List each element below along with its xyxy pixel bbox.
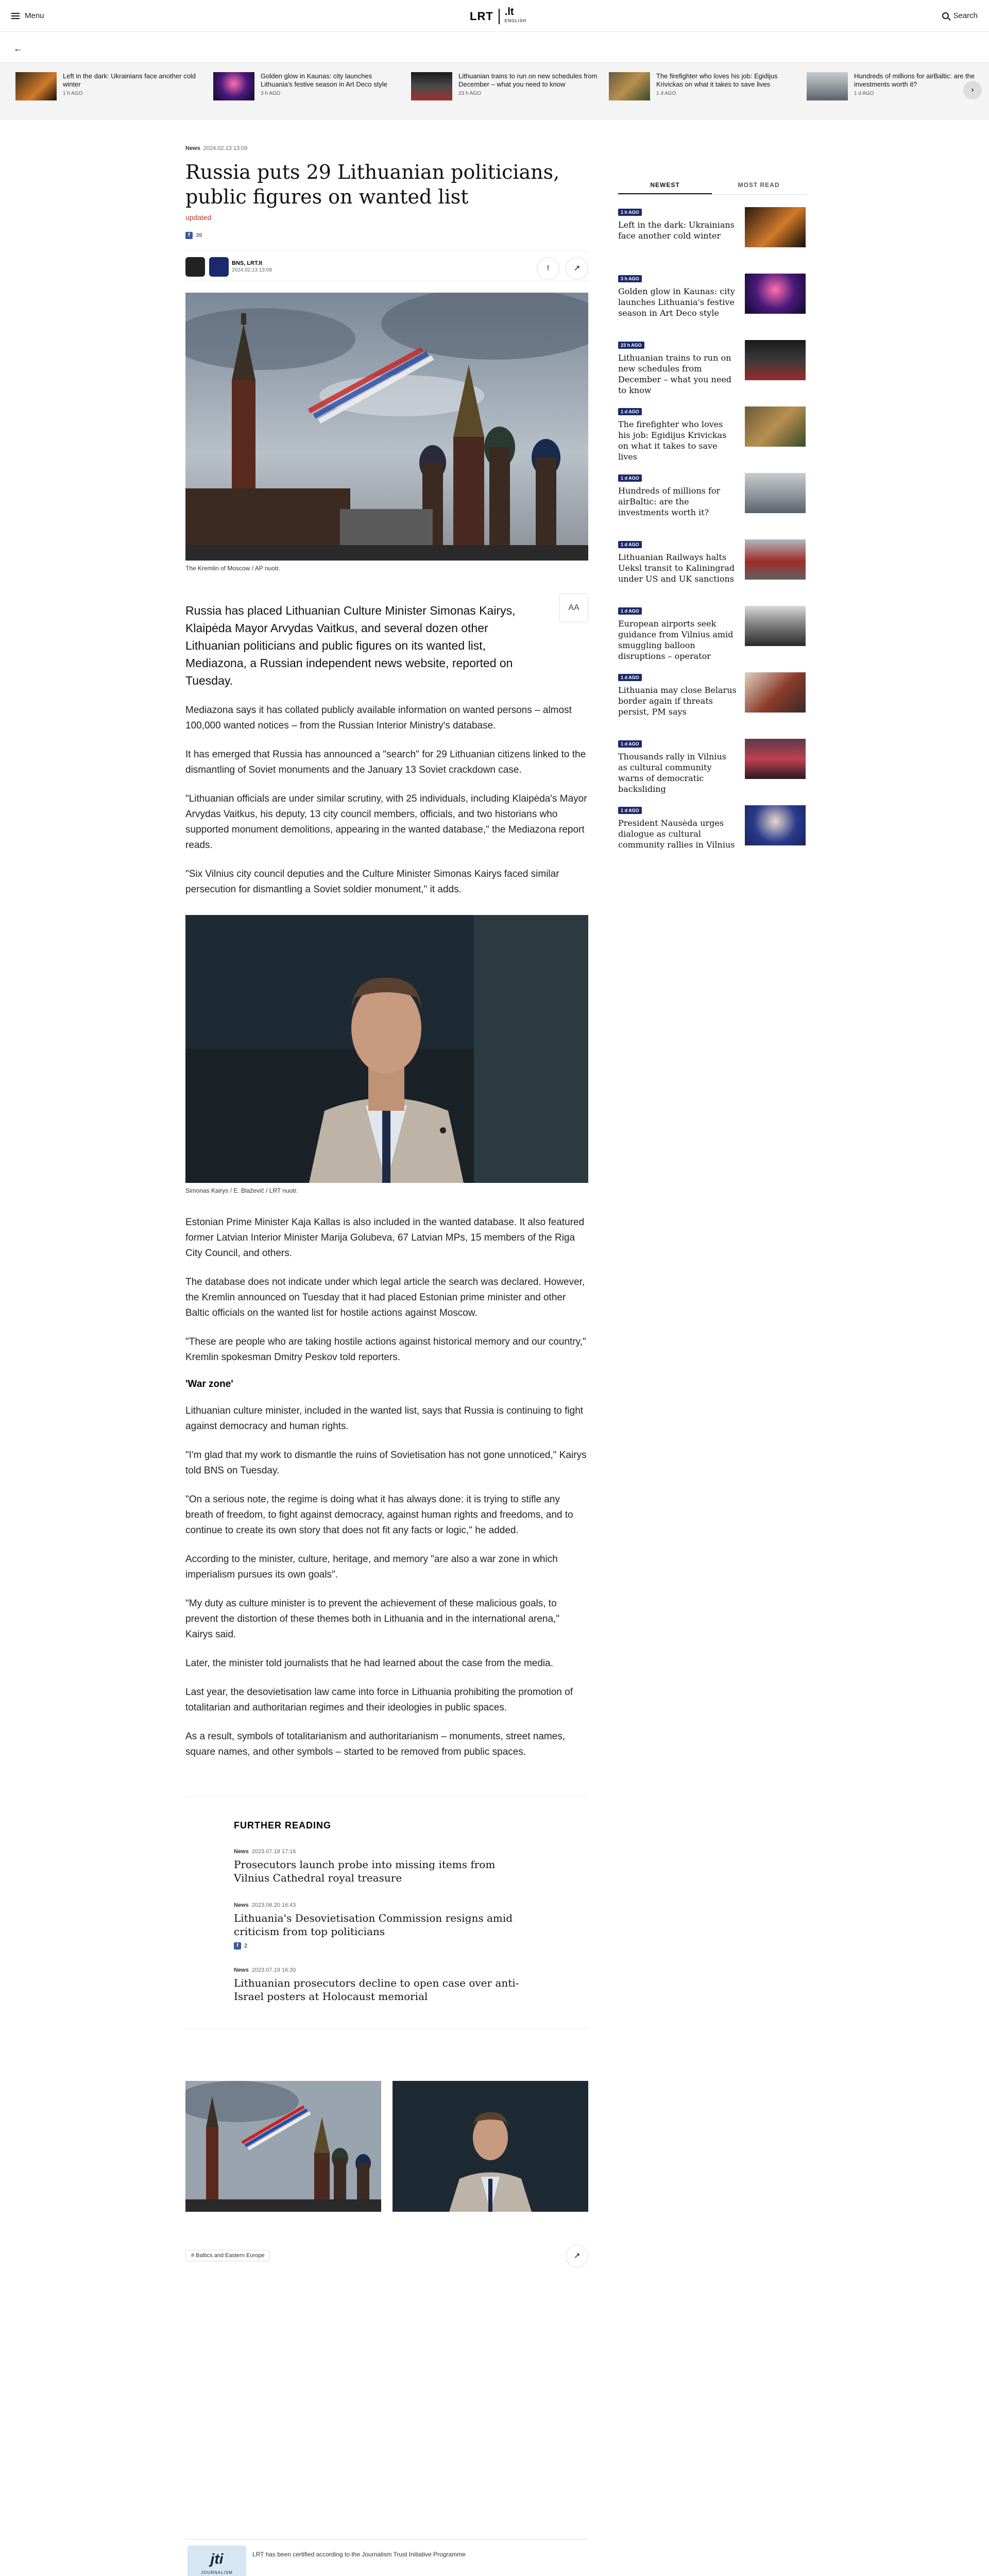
paragraph: "Six Vilnius city council deputies and the Culture Minister Simonas Kairys faced similar persecution for dismantling a Soviet soldier monument," it adds.: [185, 869, 559, 895]
time-badge: 3 h AGO: [618, 275, 642, 282]
strip-item[interactable]: [609, 72, 799, 108]
sidebar-item-title[interactable]: Lithuanian trains to run on new schedules from December – what you need to know: [618, 353, 732, 395]
paragraph: As a result, symbols of totalitarianism and authoritarianism – monuments, street names, square names, and other symbols – started to be removed from public spaces.: [185, 1731, 566, 1757]
sidebar-thumbnail[interactable]: [745, 340, 806, 380]
menu-label: Menu: [25, 11, 44, 20]
strip-thumbnail: [807, 72, 848, 100]
logo-main: LRT: [470, 10, 493, 23]
sidebar-item[interactable]: [618, 406, 806, 461]
back-arrow-icon[interactable]: ←: [13, 43, 23, 54]
back-bar: [0, 32, 989, 63]
hamburger-icon: [11, 13, 20, 19]
further-item[interactable]: [234, 1902, 588, 1950]
subheading: 'War zone': [185, 1379, 233, 1389]
share-icon[interactable]: ↗: [566, 257, 588, 280]
topic-tag[interactable]: # Baltics and Eastern Europe: [185, 2250, 270, 2261]
updated-label: updated: [185, 213, 212, 222]
sidebar-thumbnail[interactable]: [745, 207, 806, 247]
logo-divider: [499, 9, 500, 24]
article: [185, 145, 588, 2270]
further-title[interactable]: Lithuanian prosecutors decline to open case over anti-Israel posters at Holocaust memorial: [234, 1977, 519, 2003]
jti-logo[interactable]: jti JOURNALISM: [187, 2546, 246, 2576]
facebook-icon: f: [234, 1942, 241, 1950]
author-row: [185, 250, 588, 281]
time-badge: 1 d AGO: [618, 674, 642, 681]
search-label: Search: [953, 11, 978, 20]
further-item[interactable]: [234, 1849, 588, 1885]
strip-title: Hundreds of millions for airBaltic: are the investments worth it?: [854, 72, 975, 88]
news-strip: [0, 63, 989, 120]
strip-title: Lithuanian trains to run on new schedules from December – what you need to know: [458, 72, 598, 88]
further-meta: News 2023.06.20 16:43: [234, 1902, 296, 1908]
sidebar-item[interactable]: [618, 739, 806, 793]
search-icon: [942, 12, 949, 19]
strip-item[interactable]: [411, 72, 602, 108]
sidebar-thumbnail[interactable]: [745, 539, 806, 580]
sidebar-thumbnail[interactable]: [745, 274, 806, 314]
sidebar-item[interactable]: [618, 207, 806, 261]
sidebar-item-title[interactable]: Lithuanian Railways halts Ueksl transit to Kaliningrad under US and UK sanctions: [618, 552, 735, 584]
strip-title: Left in the dark: Ukrainians face another cold winter: [63, 72, 196, 88]
sidebar-item-title[interactable]: European airports seek guidance from Vilnius amid smuggling balloon disruptions – operator: [618, 619, 734, 661]
time-badge: 1 d AGO: [618, 807, 642, 814]
sidebar-item[interactable]: [618, 805, 806, 859]
photo-caption: The Kremlin of Moscow / AP nuotr.: [185, 565, 280, 572]
sidebar-tabs: [618, 175, 806, 195]
tab-most-read[interactable]: MOST READ: [738, 181, 780, 189]
paragraph: Estonian Prime Minister Kaja Kallas is also included in the wanted database. It also featured former Latvian Interior Minister Marija Golubeva, 67 Latvian MPs, 15 members of the Riga City Council, and others.: [185, 1217, 585, 1259]
jti-certification: [185, 2539, 588, 2576]
facebook-count-value: 39: [196, 232, 202, 239]
time-badge: 1 d AGO: [618, 408, 642, 415]
photo-gallery: [185, 2081, 588, 2212]
search-button[interactable]: [942, 11, 978, 20]
share-icon[interactable]: ↗: [566, 2245, 588, 2267]
sidebar-item-title[interactable]: Left in the dark: Ukrainians face another cold winter: [618, 220, 735, 241]
sidebar-item[interactable]: [618, 672, 806, 726]
paragraph: Mediazona says it has collated publicly available information on wanted persons – almost 100,000 wanted notices – from the Russian Interior Ministry's database.: [185, 705, 572, 731]
avatar: [185, 257, 205, 277]
sidebar-thumbnail[interactable]: [745, 606, 806, 646]
sidebar-thumbnail[interactable]: [745, 672, 806, 713]
strip-item[interactable]: [807, 72, 989, 108]
strip-thumbnail: [609, 72, 650, 100]
sidebar-item-title[interactable]: President Nausėda urges dialogue as cultural community rallies in Vilnius: [618, 818, 735, 850]
strip-thumbnail: [15, 72, 57, 100]
paragraph: "These are people who are taking hostile actions against historical memory and our country," Kremlin spokesman Dmitry Peskov told reporters.: [185, 1336, 586, 1363]
strip-item[interactable]: [15, 72, 206, 108]
further-title[interactable]: Lithuania's Desovietisation Commission resigns amid criticism from top politicians: [234, 1912, 513, 1938]
tag-row: [185, 2243, 588, 2270]
article-meta: [185, 145, 588, 151]
second-photo[interactable]: [185, 915, 588, 1183]
main-photo[interactable]: [185, 293, 588, 561]
paragraph: Later, the minister told journalists that he had learned about the case from the media.: [185, 1658, 553, 1669]
paragraph: "On a serious note, the regime is doing what it has always done: it is trying to stifle any breath of freedom, to fight against democracy, against human rights and freedoms, and to continue to create its own story that does not fit any facts or logic," he added.: [185, 1494, 573, 1536]
author-name[interactable]: BNS, LRT.lt: [232, 260, 263, 266]
strip-title: Golden glow in Kaunas: city launches Lithuania's festive season in Art Deco style: [261, 72, 388, 88]
facebook-count[interactable]: [185, 232, 588, 239]
paragraph: Lithuanian culture minister, included in the wanted list, says that Russia is continuing to fight against democracy and human rights.: [185, 1405, 584, 1432]
further-meta: News 2023.07.18 17:16: [234, 1849, 296, 1855]
menu-button[interactable]: [11, 11, 44, 20]
sidebar-item-title[interactable]: Lithuania may close Belarus border again if threats persist, PM says: [618, 685, 737, 717]
author-date: 2024.02.13 13:09: [232, 267, 272, 273]
strip-item[interactable]: [213, 72, 404, 108]
article-date: 2024.02.13 13:09: [203, 145, 248, 151]
sidebar-thumbnail[interactable]: [745, 406, 806, 447]
facebook-icon: f: [185, 232, 193, 239]
further-meta: News 2023.07.19 16:30: [234, 1967, 296, 1973]
sidebar-item-title[interactable]: The firefighter who loves his job: Egidijus Krivickas on what it takes to save lives: [618, 419, 727, 462]
strip-time: 1 h AGO: [63, 91, 83, 96]
kremlin-image: [185, 293, 588, 561]
top-bar: [0, 0, 989, 32]
time-badge: 1 d AGO: [618, 474, 642, 482]
strip-time: 1 d AGO: [854, 91, 874, 96]
photo-caption: Simonas Kairys / E. Blaževič / LRT nuotr.: [185, 1187, 298, 1194]
strip-thumbnail: [411, 72, 452, 100]
strip-time: 3 h AGO: [261, 91, 281, 96]
gallery-thumb[interactable]: [393, 2081, 588, 2212]
strip-thumbnail: [213, 72, 254, 100]
time-badge: 23 h AGO: [618, 342, 644, 349]
site-logo[interactable]: [470, 7, 526, 26]
time-badge: 1 d AGO: [618, 740, 642, 748]
time-badge: 1 h AGO: [618, 209, 642, 216]
sidebar-thumbnail[interactable]: [745, 739, 806, 779]
sidebar-item-title[interactable]: Hundreds of millions for airBaltic: are the investments worth it?: [618, 486, 721, 517]
paragraph: It has emerged that Russia has announced a "search" for 29 Lithuanian citizens linked to the dismantling of Soviet monuments and the January 13 Soviet crackdown case.: [185, 749, 586, 775]
further-reading: [185, 1796, 588, 2029]
article-title: Russia puts 29 Lithuanian politicians, public figures on wanted list: [185, 161, 560, 208]
portrait-thumb-image: [393, 2081, 588, 2212]
sidebar-thumbnail[interactable]: [745, 473, 806, 513]
strip-title: The firefighter who loves his job: Egidijus Krivickas on what it takes to save lives: [656, 72, 778, 88]
sidebar-item[interactable]: [618, 274, 806, 328]
alert-icon[interactable]: !: [537, 257, 559, 280]
time-badge: 1 d AGO: [618, 541, 642, 548]
portrait-image: [185, 915, 588, 1183]
gallery-thumb[interactable]: [185, 2081, 381, 2212]
paragraph: According to the minister, culture, heritage, and memory "are also a war zone in which imperialism pursues its own goals".: [185, 1554, 558, 1580]
paragraph: "Lithuanian officials are under similar scrutiny, with 25 individuals, including Klaipėda's Mayor Arvydas Vaitkus, his deputy, 13 city council members, officials, and two historians who supported monument demolitions, appearing in the wanted database," the Mediazona report reads.: [185, 793, 587, 851]
sidebar-item[interactable]: [618, 340, 806, 394]
sidebar-item[interactable]: [618, 473, 806, 527]
lead-block: [185, 602, 588, 689]
avatar: [209, 257, 229, 277]
sidebar-item[interactable]: [618, 606, 806, 660]
paragraph: The database does not indicate under which legal article the search was declared. However, the Kremlin announced on Tuesday that it had placed Estonian prime minister and other Baltic officials on the wanted list for hostile actions against Moscow.: [185, 1277, 585, 1318]
font-size-toggle[interactable]: AA: [559, 594, 588, 622]
tab-newest[interactable]: NEWEST: [618, 175, 712, 194]
sidebar-item-title[interactable]: Golden glow in Kaunas: city launches Lithuania's festive season in Art Deco style: [618, 286, 735, 318]
paragraph: "I'm glad that my work to dismantle the ruins of Sovietisation has not gone unnoticed," Kairys told BNS on Tuesday.: [185, 1450, 587, 1476]
paragraph: "My duty as culture minister is to prevent the achievement of these malicious goals, to prevent the distortion of these themes both in Lithuania and in the international arena," Kairys said.: [185, 1598, 560, 1640]
article-lead: Russia has placed Lithuanian Culture Minister Simonas Kairys, Klaipėda Mayor Arvydas Vaitkus, and several dozen other Lithuanian politicians and public figures on its wanted list, Mediazona, a Russian independent news website, reported on Tuesday.: [185, 604, 516, 687]
time-badge: 1 d AGO: [618, 607, 642, 615]
sidebar-item[interactable]: [618, 539, 806, 594]
logo-domain: .lt ENGLISH: [504, 6, 526, 23]
strip-time: 1 d AGO: [656, 91, 676, 96]
article-category[interactable]: News: [185, 145, 200, 151]
further-title[interactable]: Prosecutors launch probe into missing items from Vilnius Cathedral royal treasure: [234, 1858, 496, 1884]
jti-text: LRT has been certified according to the Journalism Trust Initiative Programme: [252, 2551, 466, 2558]
strip-time: 23 h AGO: [458, 91, 481, 96]
sidebar-thumbnail[interactable]: [745, 805, 806, 845]
further-item[interactable]: [234, 1967, 588, 2003]
strip-next-arrow-icon[interactable]: ›: [963, 81, 982, 99]
sidebar: [618, 175, 806, 859]
facebook-count[interactable]: f 2: [234, 1942, 588, 1950]
kremlin-thumb-image: [185, 2081, 381, 2212]
further-reading-heading: FURTHER READING: [234, 1820, 331, 1831]
paragraph: Last year, the desovietisation law came into force in Lithuania prohibiting the promotion of totalitarian and authoritarian regimes and their ideologies in public spaces.: [185, 1687, 573, 1713]
sidebar-item-title[interactable]: Thousands rally in Vilnius as cultural community warns of democratic backsliding: [618, 752, 727, 794]
